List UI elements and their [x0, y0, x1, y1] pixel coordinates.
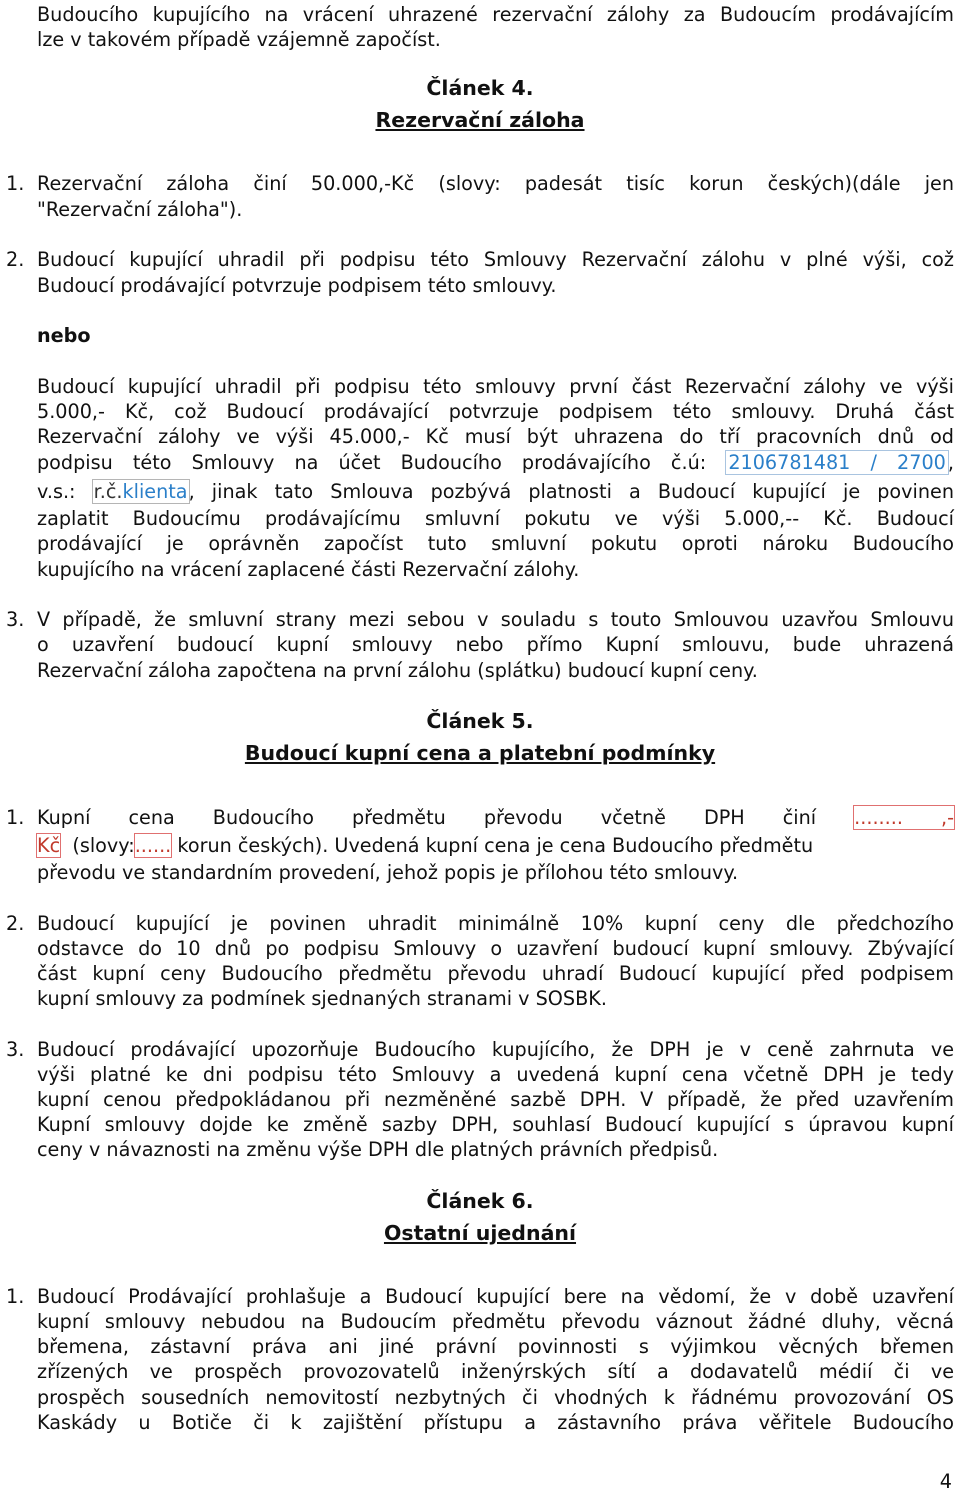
price-text: korun českých). Uvedená kupní cena je cena Budoucího předmětu — [177, 834, 814, 857]
other-line: Budoucí Prodávající prohlašuje a Budoucí kupující bere na vědomí, že v době uzavření — [37, 1285, 954, 1308]
text-line: Budoucího kupujícího na vrácení uhrazené rezervační zálohy za Budoucím prodávajícím — [37, 3, 954, 26]
alt-line-vs — [37, 479, 954, 504]
article-6-subtitle: Ostatní ujednání — [383, 1221, 577, 1245]
article-4-title: Článek 4. — [426, 76, 534, 100]
vat-line: výši platné ke dni podpisu této Smlouvy a uvedená kupní cena včetně DPH je tedy — [37, 1063, 954, 1086]
price-line — [37, 805, 954, 830]
payment-line: kupní smlouvy za podmínek sjednaných stranami v SOSBK. — [37, 987, 607, 1010]
alt-line: 5.000,- Kč, což Budoucí prodávající potvrzuje podpisem této smlouvy. Druhá část — [37, 400, 954, 423]
clause-1-line: "Rezervační záloha"). — [37, 198, 243, 221]
page-number: 4 — [939, 1470, 952, 1493]
other-line: zřízených ve prospěch provozovatelů inženýrských sítí a dodavatelů médií či ve — [37, 1360, 954, 1383]
klienta-label: klienta — [122, 480, 188, 503]
text-line: lze v takovém případě vzájemně započíst. — [37, 28, 441, 51]
alt-line: prodávající je oprávněn započíst tuto smluvní pokutu oproti nároku Budoucího — [37, 532, 954, 555]
vat-line: Kupní smlouvy dojde ke změně sazby DPH, souhlasí Budoucí kupující s úpravou kupní — [37, 1113, 954, 1136]
currency-field[interactable]: Kč — [37, 834, 61, 857]
alt-text: v.s.: — [37, 480, 76, 503]
clause-number: 2. — [6, 912, 25, 935]
rc-label: r.č. — [93, 480, 123, 503]
price-text: (slovy: — [72, 834, 135, 857]
clause-number: 1. — [6, 806, 25, 829]
other-line: prospěch sousedních nemovitostí nezbytných či vhodných k řádnému provozování OS — [37, 1386, 954, 1409]
clause-number: 3. — [6, 608, 25, 631]
alt-line: kupujícího na vrácení zaplacené části Rezervační zálohy. — [37, 558, 580, 581]
alt-line: zaplatit Budoucímu prodávajícímu smluvní pokutu ve výši 5.000,-- Kč. Budoucí — [37, 507, 954, 530]
alt-text: podpisu této Smlouvy na účet Budoucího prodávajícího č.ú: — [37, 451, 707, 474]
variable-symbol-field[interactable] — [93, 480, 189, 503]
other-line: Kaskády u Botiče či k zajištění přístupu a zástavního práva věřitele Budoucího — [37, 1411, 954, 1434]
alt-line-account — [37, 450, 954, 475]
article-6-title: Článek 6. — [426, 1189, 534, 1213]
article-4-subtitle: Rezervační záloha — [375, 108, 585, 132]
vat-line: ceny v návaznosti na změnu výše DPH dle platných právních předpisů. — [37, 1138, 719, 1161]
clause-number: 3. — [6, 1038, 25, 1061]
account-number-field[interactable]: 2106781481 / 2700 — [728, 451, 946, 474]
clause-number: 2. — [6, 248, 25, 271]
price-amount-field[interactable]: ........ ,- — [854, 806, 954, 829]
article-5-subtitle: Budoucí kupní cena a platební podmínky — [244, 741, 716, 765]
clause-2-line: Budoucí kupující uhradil při podpisu této Smlouvy Rezervační zálohu v plné výši, což — [37, 248, 954, 271]
clause-3-line: o uzavření budoucí kupní smlouvy nebo přímo Kupní smlouvu, bude uhrazená — [37, 633, 954, 656]
clause-3-line: V případě, že smluvní strany mezi sebou v souladu s touto Smlouvou uzavřou Smlouvu — [37, 608, 954, 631]
price-text: Kupní cena Budoucího předmětu převodu včetně DPH činí — [37, 806, 817, 829]
other-line: kupní smlouvy nebudou na Budoucím předmětu převodu váznout žádné dluhy, věcná — [37, 1310, 954, 1333]
payment-line: část kupní ceny Budoucího předmětu převodu uhradí Budoucí kupující před podpisem — [37, 962, 954, 985]
clause-2-line: Budoucí prodávající potvrzuje podpisem této smlouvy. — [37, 274, 557, 297]
other-line: břemena, zástavní práva ani jiné právní povinnosti s výjimkou věcných břemen — [37, 1335, 954, 1358]
vat-line: Budoucí prodávající upozorňuje Budoucího kupujícího, že DPH je v ceně zahrnuta ve — [37, 1038, 954, 1061]
alt-text: , — [947, 451, 955, 474]
price-line — [37, 833, 954, 858]
payment-line: Budoucí kupující je povinen uhradit minimálně 10% kupní ceny dle předchozího — [37, 912, 954, 935]
vat-line: kupní cenou předpokládanou při nezměněné sazbě DPH. V případě, že před uzavřením — [37, 1088, 954, 1111]
price-line: převodu ve standardním provedení, jehož popis je přílohou této smlouvy. — [37, 861, 739, 884]
clause-1-line: Rezervační záloha činí 50.000,-Kč (slovy: padesát tisíc korun českých)(dále jen — [37, 172, 954, 195]
alt-line: Budoucí kupující uhradil při podpisu této smlouvy první část Rezervační zálohy ve výši — [37, 375, 954, 398]
nebo-label: nebo — [37, 324, 91, 347]
article-5-title: Článek 5. — [426, 709, 534, 733]
price-words-field[interactable]: ...... — [134, 834, 172, 857]
clause-3-line: Rezervační záloha započtena na první zálohu (splátku) budoucí kupní ceny. — [37, 659, 758, 682]
payment-line: odstavce do 10 dnů po podpisu Smlouvy o uzavření budoucí kupní smlouvy. Zbývající — [37, 937, 954, 960]
alt-line: Rezervační zálohy ve výši 45.000,- Kč musí být uhrazena do tří pracovních dnů od — [37, 425, 954, 448]
clause-number: 1. — [6, 1285, 25, 1308]
alt-text: , jinak tato Smlouva pozbývá platnosti a Budoucí kupující je povinen — [188, 480, 954, 503]
clause-number: 1. — [6, 172, 25, 195]
